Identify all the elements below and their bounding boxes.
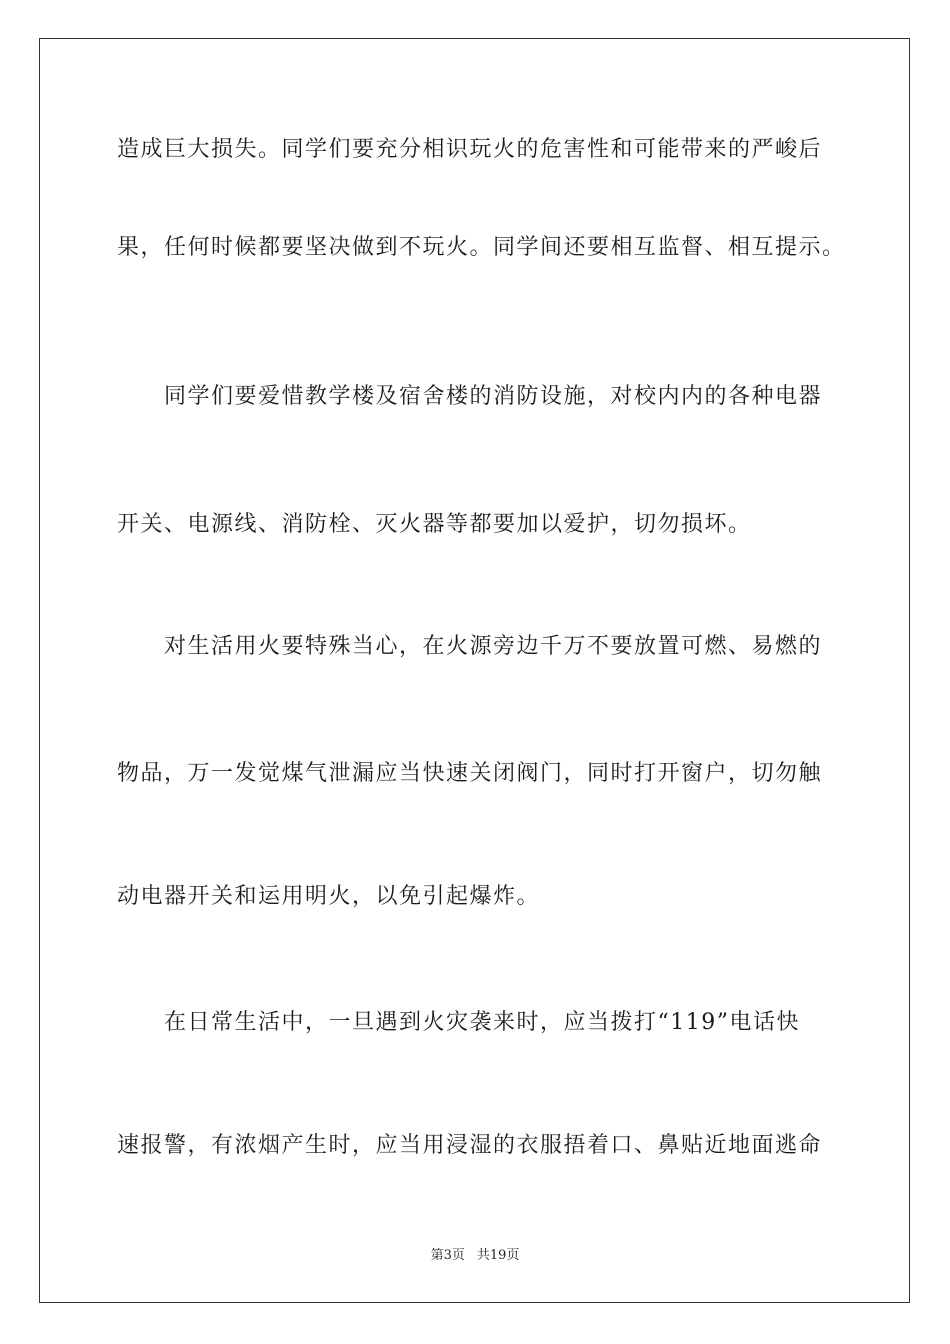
total-pages: 共19页	[476, 1248, 520, 1263]
text-line-5: 对生活用火要特殊当心，在火源旁边千万不要放置可燃、易燃的	[117, 634, 823, 659]
text-line-1: 造成巨大损失。同学们要充分相识玩火的危害性和可能带来的严峻后	[117, 137, 823, 162]
text-line-6: 物品，万一发觉煤气泄漏应当快速关闭阀门，同时打开窗户，切勿触	[117, 761, 823, 786]
text-line-2: 果，任何时候都要坚决做到不玩火。同学间还要相互监督、相互提示。	[117, 235, 846, 260]
text-line-8: 在日常生活中，一旦遇到火灾袭来时，应当拨打“119”电话快	[117, 1010, 800, 1035]
page-footer	[0, 1247, 950, 1265]
page-number: 第3页	[430, 1248, 465, 1263]
text-line-3: 同学们要爱惜教学楼及宿舍楼的消防设施，对校内内的各种电器	[117, 384, 823, 409]
page-border	[39, 38, 910, 1303]
text-line-9: 速报警，有浓烟产生时，应当用浸湿的衣服捂着口、鼻贴近地面逃命	[117, 1133, 823, 1158]
text-line-4: 开关、电源线、消防栓、灭火器等都要加以爱护，切勿损坏。	[117, 512, 752, 537]
text-line-7: 动电器开关和运用明火，以免引起爆炸。	[117, 884, 541, 909]
